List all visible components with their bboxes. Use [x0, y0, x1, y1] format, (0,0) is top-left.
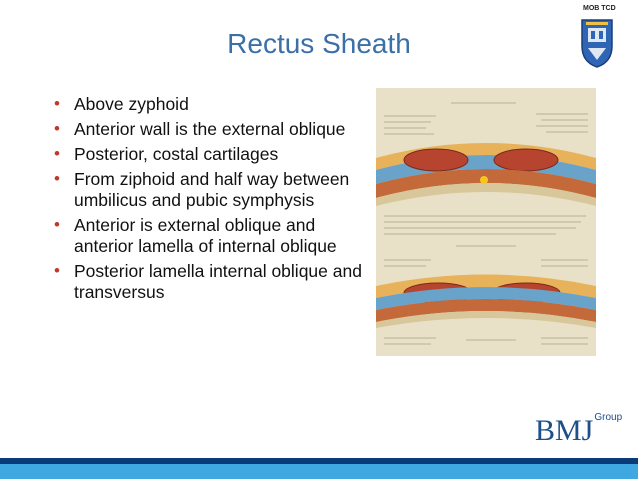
bullet-item	[52, 144, 372, 165]
rectus-sheath-diagram	[376, 88, 596, 356]
bullet-item	[52, 261, 372, 303]
slide-title: Rectus Sheath	[227, 28, 411, 59]
bullet-dot-icon: •	[54, 94, 60, 113]
bullet-text: Anterior wall is the external oblique	[74, 119, 346, 139]
bullet-dot-icon: •	[54, 144, 60, 163]
bmj-group-logo	[535, 412, 622, 448]
bullet-item	[52, 215, 372, 257]
bullet-text: Posterior, costal cartilages	[74, 144, 279, 164]
bullet-text: From ziphoid and half way between umbilicus and pubic symphysis	[74, 169, 350, 210]
anatomy-illustration	[376, 88, 596, 356]
bullet-text: Above zyphoid	[74, 94, 189, 114]
bullet-text: Posterior lamella internal oblique and transversus	[74, 261, 362, 302]
bullet-dot-icon: •	[54, 261, 60, 280]
bullet-item	[52, 119, 372, 140]
footer-bar-light	[0, 464, 638, 479]
brand-name: BMJ	[535, 414, 594, 447]
bullet-item	[52, 169, 372, 211]
bullet-item	[52, 94, 372, 115]
bullet-dot-icon: •	[54, 169, 60, 188]
bullet-list	[52, 94, 372, 307]
brand-suffix: Group	[594, 412, 623, 423]
badge-label: MOB TCD	[583, 5, 616, 12]
bullet-dot-icon: •	[54, 119, 60, 138]
bullet-text: Anterior is external oblique and anterior lamella of internal oblique	[74, 215, 337, 256]
bullet-dot-icon: •	[54, 215, 60, 234]
